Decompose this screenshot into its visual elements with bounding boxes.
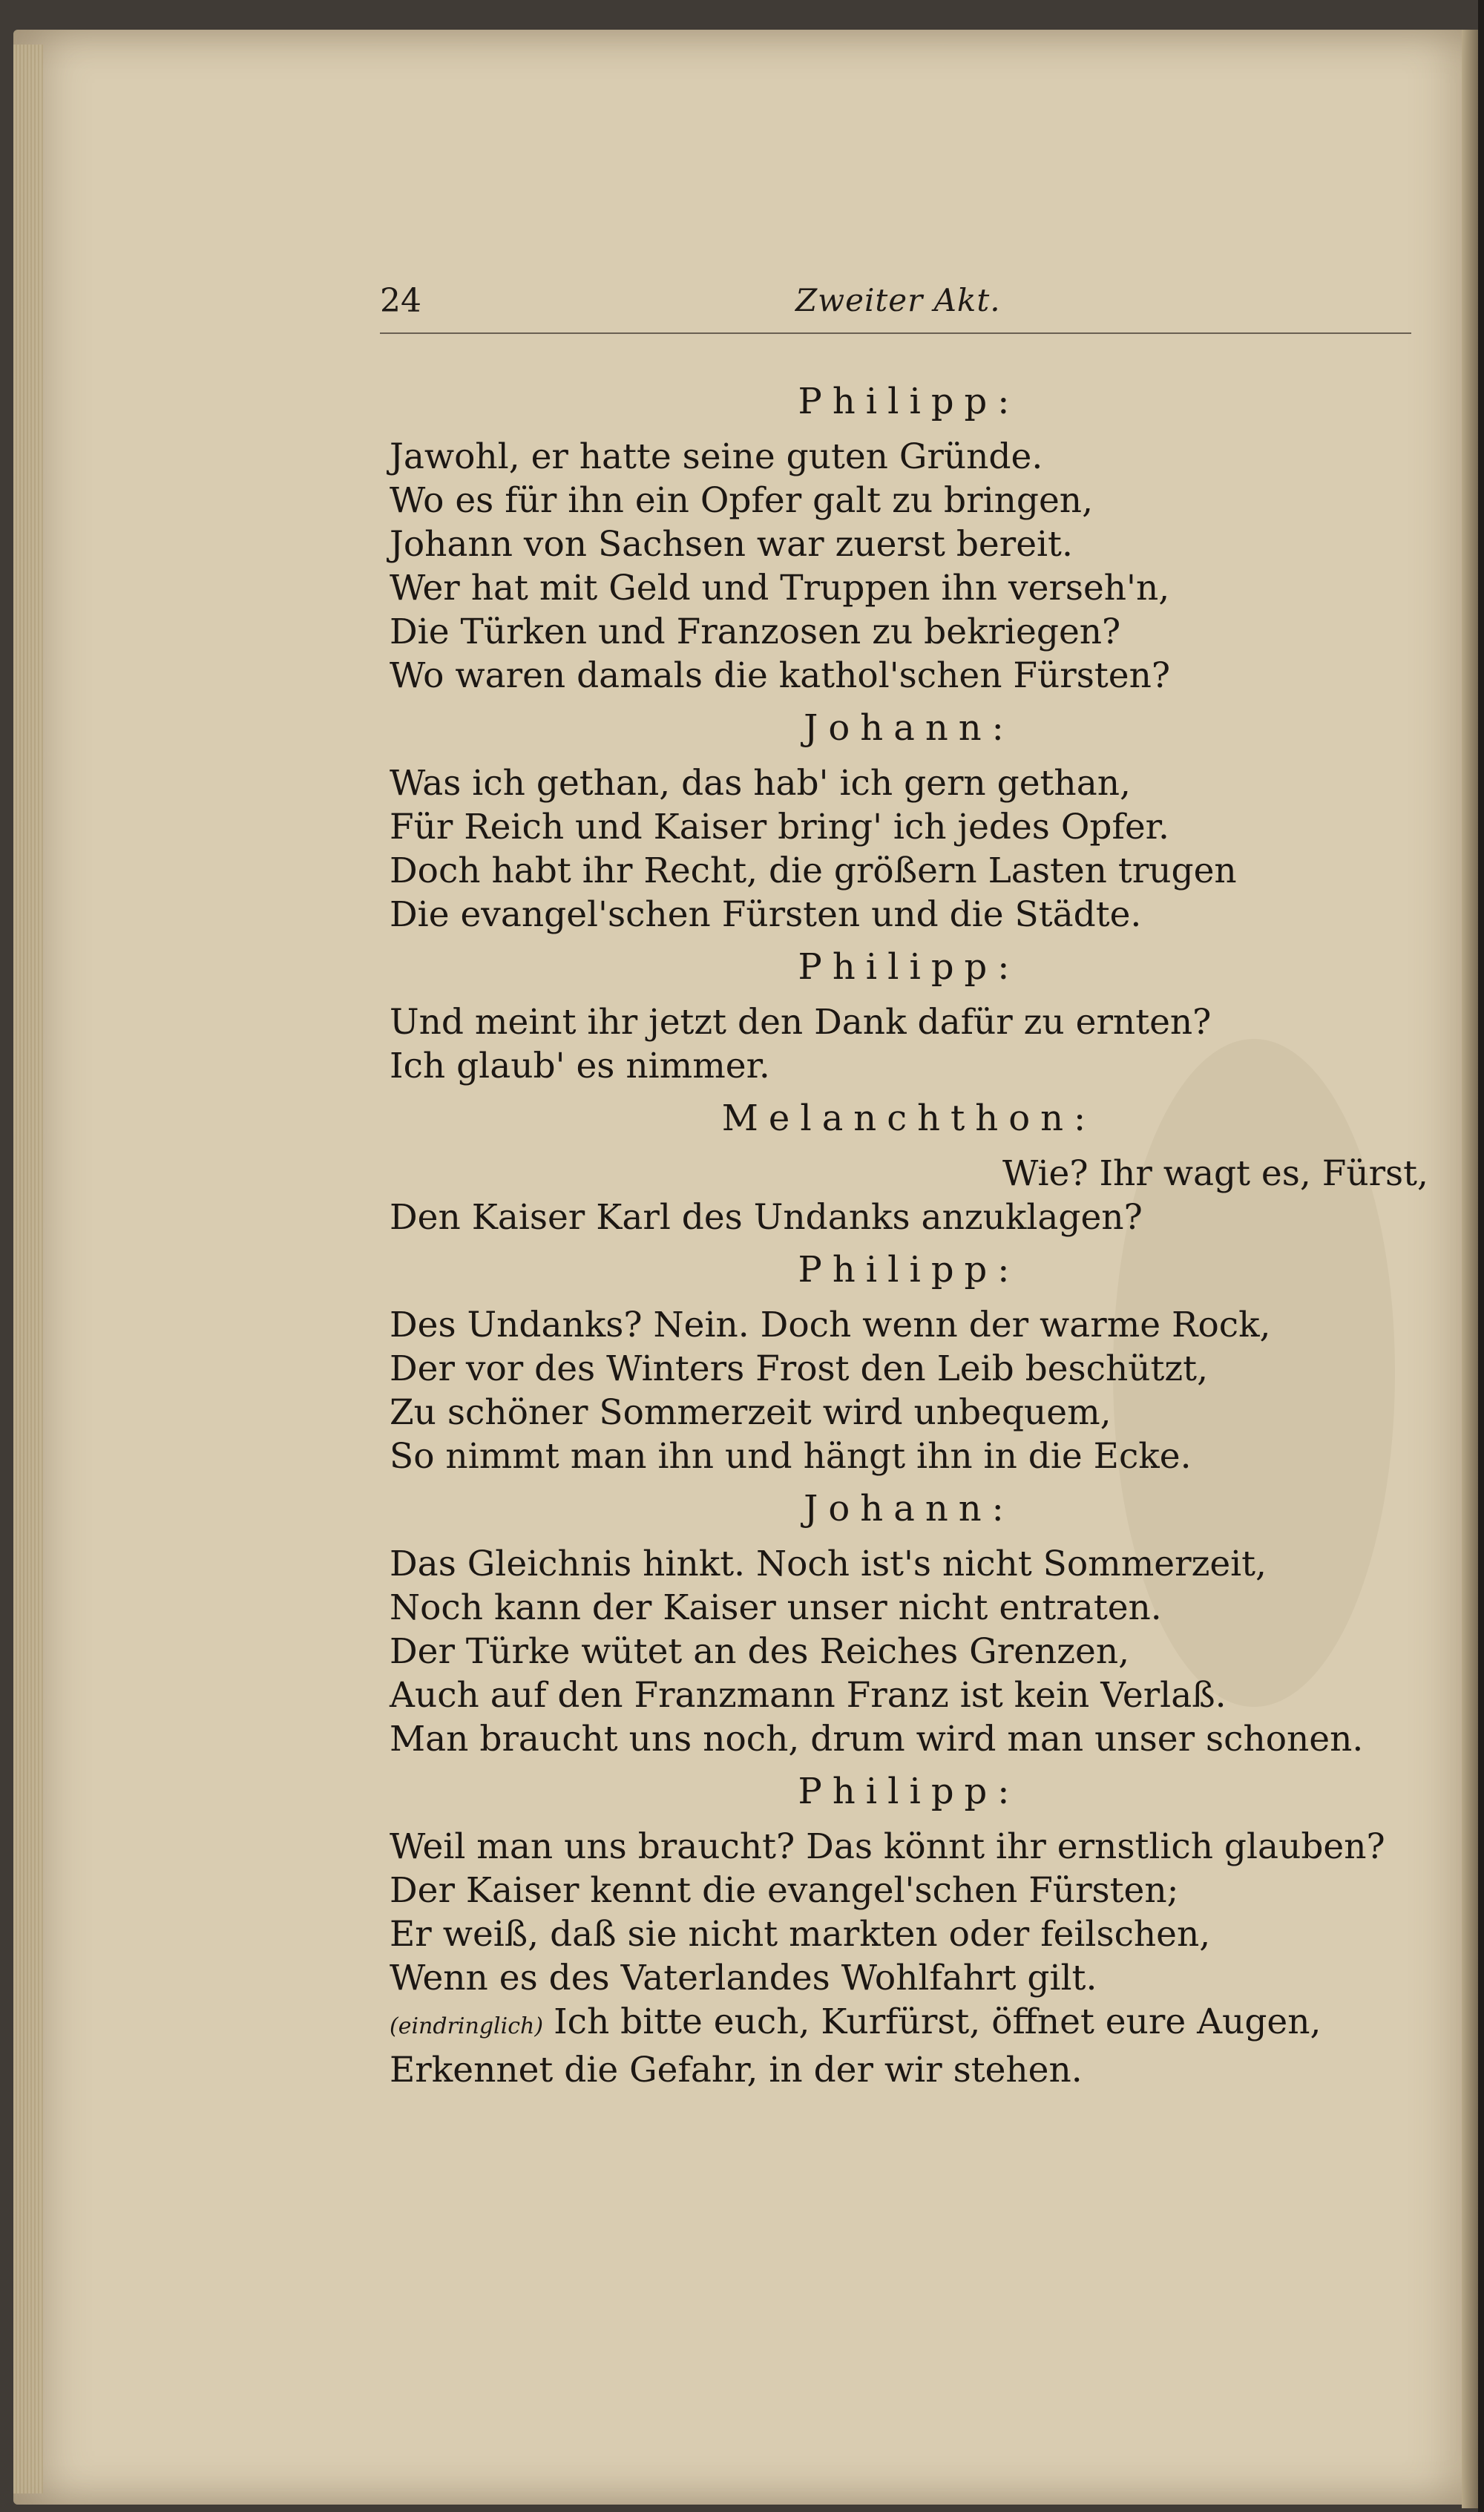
verse-line: Wer hat mit Geld und Truppen ihn verseh'n, — [390, 568, 1170, 609]
verse-line: Der Kaiser kennt die evangel'schen Fürsten; — [390, 1870, 1179, 1911]
verse-line: Man braucht uns noch, drum wird man unser schonen. — [390, 1719, 1364, 1760]
speaker-name: Philipp: — [798, 381, 1020, 422]
verse-line: Das Gleichnis hinkt. Noch ist's nicht Sommerzeit, — [390, 1544, 1267, 1584]
verse-line: Der Türke wütet an des Reiches Grenzen, — [390, 1631, 1130, 1672]
stage-direction: (eindringlich) — [390, 2013, 544, 2039]
verse-line: Für Reich und Kaiser bring' ich jedes Opfer. — [390, 807, 1169, 847]
speaker-name: Johann: — [804, 707, 1014, 749]
page-header — [380, 282, 1411, 334]
speaker-name: Philipp: — [798, 1249, 1020, 1291]
speaker-name: Philipp: — [798, 946, 1020, 988]
speaker-name: Philipp: — [798, 1771, 1020, 1812]
page-gutter-shadow — [1462, 30, 1478, 2508]
verse-line: Weil man uns braucht? Das könnt ihr ernstlich glauben? — [390, 1826, 1385, 1867]
running-head: Zweiter Akt. — [795, 282, 1001, 318]
verse-line: Auch auf den Franzmann Franz ist kein Verlaß. — [390, 1675, 1227, 1716]
speaker-name: Melanchthon: — [721, 1098, 1097, 1139]
verse-line: Er weiß, daß sie nicht markten oder feilschen, — [390, 1914, 1211, 1955]
verse-line: Wo waren damals die kathol'schen Fürsten? — [390, 655, 1171, 696]
verse-line: Und meint ihr jetzt den Dank dafür zu ernten? — [390, 1002, 1212, 1043]
verse-line: Die Türken und Franzosen zu bekriegen? — [390, 611, 1121, 652]
play-text — [390, 371, 1428, 2092]
verse-line: Johann von Sachsen war zuerst bereit. — [390, 524, 1073, 565]
verse-line: Den Kaiser Karl des Undanks anzuklagen? — [390, 1197, 1143, 1238]
verse-line: Wie? Ihr wagt es, Fürst, — [1002, 1153, 1428, 1194]
verse-line: Jawohl, er hatte seine guten Gründe. — [390, 436, 1043, 477]
page-number: 24 — [380, 282, 421, 320]
verse-line: Erkennet die Gefahr, in der wir stehen. — [390, 2050, 1083, 2090]
verse-line-with-stage-direction — [390, 2000, 1428, 2048]
verse-line: Zu schöner Sommerzeit wird unbequem, — [390, 1392, 1112, 1433]
verse-line: Des Undanks? Nein. Doch wenn der warme Rock, — [390, 1305, 1271, 1345]
verse-line: Der vor des Winters Frost den Leib beschützt, — [390, 1348, 1209, 1389]
verse-line: So nimmt man ihn und hängt ihn in die Ecke. — [390, 1436, 1192, 1477]
verse-line: Doch habt ihr Recht, die größern Lasten trugen — [390, 850, 1237, 891]
page-stack-edge — [13, 45, 43, 2493]
verse-line: Wenn es des Vaterlandes Wohlfahrt gilt. — [390, 1958, 1097, 1998]
verse-line: Was ich gethan, das hab' ich gern gethan, — [390, 763, 1131, 804]
verse-line-text: Ich bitte euch, Kurfürst, öffnet eure Augen, — [554, 2001, 1322, 2042]
speaker-name: Johann: — [804, 1488, 1014, 1529]
verse-line: Noch kann der Kaiser unser nicht entraten. — [390, 1587, 1162, 1628]
verse-line: Wo es für ihn ein Opfer galt zu bringen, — [390, 480, 1094, 521]
verse-line: Ich glaub' es nimmer. — [390, 1046, 770, 1086]
verse-line: Die evangel'schen Fürsten und die Städte. — [390, 894, 1142, 935]
header-rule — [380, 332, 1411, 334]
book-edge — [1478, 0, 1484, 2512]
